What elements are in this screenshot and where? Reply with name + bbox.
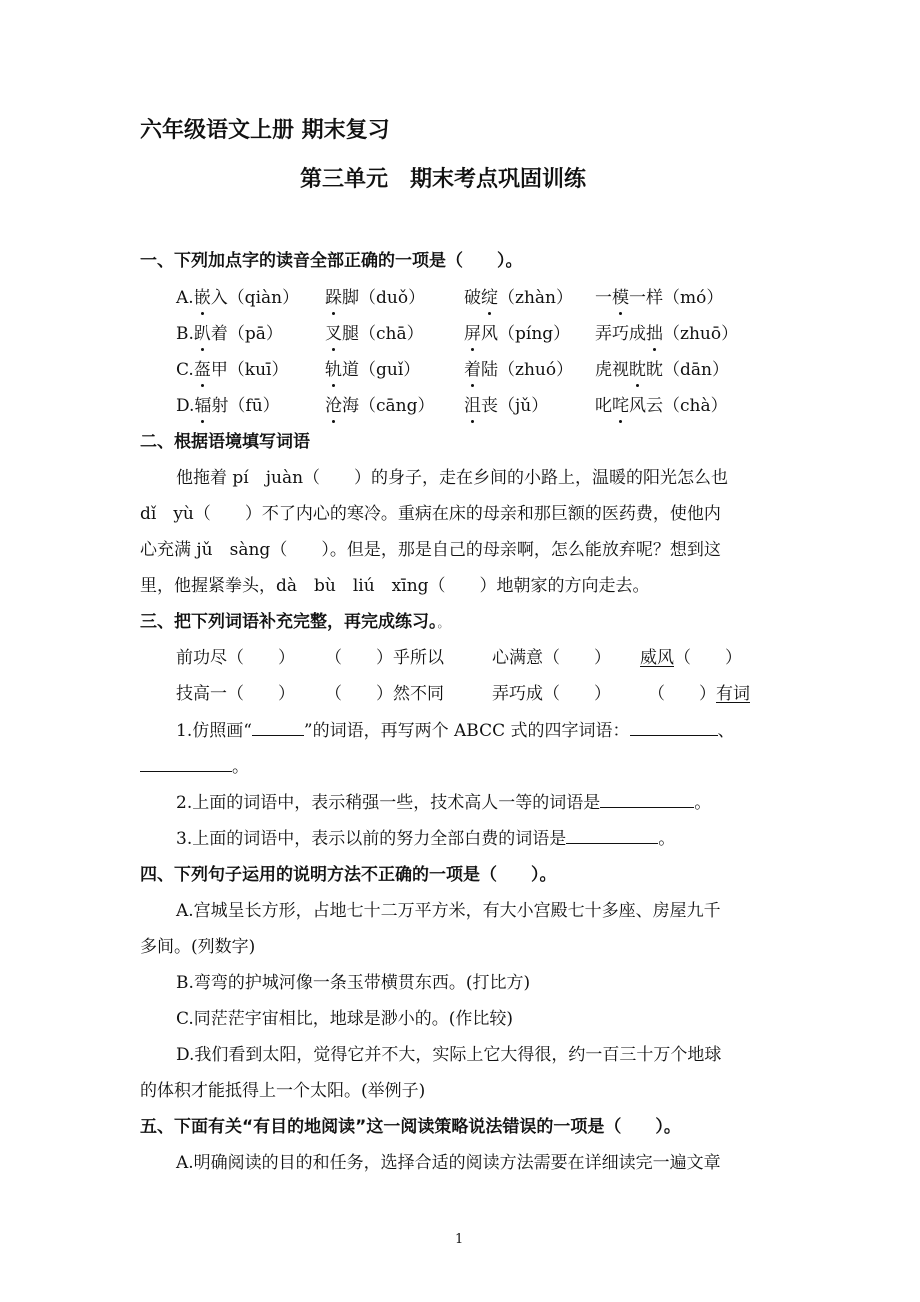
answer-blank[interactable] xyxy=(600,791,694,808)
question-3-item-2: 2.上面的词语中，表示稍强一些，技术高人一等的词语是 。 xyxy=(176,793,712,813)
answer-blank[interactable] xyxy=(630,719,718,736)
dotted-character: 着 xyxy=(464,355,481,380)
dotted-character: 轨 xyxy=(325,355,342,380)
option-item: 虎视眈眈（dān） xyxy=(595,355,729,380)
option-item: 沮丧（jǔ） xyxy=(464,391,548,416)
question-3-heading: 三、把下列词语补充完整，再完成练习。。 xyxy=(140,612,450,632)
dotted-character: 屏 xyxy=(464,319,481,344)
question-2-line: 他拖着 pí juàn（ ）的身子，走在乡间的小路上，温暖的阳光怎么也 xyxy=(176,468,729,488)
option-item: 跺脚（duǒ） xyxy=(325,283,425,308)
option-item: D.辐射（fū） xyxy=(176,391,280,416)
answer-blank[interactable] xyxy=(566,827,658,844)
option-item: 轨道（guǐ） xyxy=(325,355,420,380)
question-2-line: dǐ yù（ ）不了内心的寒冷。重病在床的母亲和那巨额的医药费，使他内 xyxy=(140,504,721,524)
option-item: 屏风（píng） xyxy=(464,319,570,344)
document-subtitle: 第三单元 期末考点巩固训练 xyxy=(300,167,587,192)
option-item: B.趴着（pā） xyxy=(176,319,283,344)
question-3-item-3: 3.上面的词语中，表示以前的努力全部白费的词语是 。 xyxy=(176,829,676,849)
question-2-line: 里，他握紧拳头，dà bù liú xīng（ ）地朝家的方向走去。 xyxy=(140,576,650,596)
page-number: 1 xyxy=(455,1232,464,1247)
dotted-character: 跺 xyxy=(325,283,342,308)
dotted-character: 沧 xyxy=(325,391,342,416)
word-fill: 前功尽（ ） xyxy=(176,648,295,668)
question-2-heading: 二、根据语境填写词语 xyxy=(140,432,310,452)
dotted-character: 趴 xyxy=(194,319,211,344)
option-a-cont: 多间。(列数字) xyxy=(140,937,256,957)
option-d-cont: 的体积才能抵得上一个太阳。(举例子) xyxy=(140,1081,426,1101)
question-2-line: 心充满 jǔ sàng（ ）。但是，那是自己的母亲啊，怎么能放弃呢？想到这 xyxy=(140,540,721,560)
dotted-character: 沮 xyxy=(464,391,481,416)
question-3-item-1: 1.仿照画“ ”的词语，再写两个 ABCC 式的四字词语： 、 xyxy=(176,721,735,741)
dotted-character: 绽 xyxy=(481,283,498,308)
dotted-character: 嵌 xyxy=(194,283,211,308)
option-item: 叉腿（chā） xyxy=(325,319,424,344)
option-b: B.弯弯的护城河像一条玉带横贯东西。(打比方) xyxy=(176,973,531,993)
word-fill: 弄巧成（ ） xyxy=(492,684,611,704)
option-item: 一模一样（mó） xyxy=(595,283,723,308)
dotted-character: 咤 xyxy=(612,391,629,416)
question-5-heading: 五、下面有关“有目的地阅读”这一阅读策略说法错误的一项是（ ）。 xyxy=(140,1117,681,1137)
word-fill: 威风（ ） xyxy=(640,648,742,668)
option-c: C.同茫茫宇宙相比，地球是渺小的。(作比较) xyxy=(176,1009,514,1029)
answer-blank[interactable] xyxy=(252,719,304,736)
dotted-character: 叉 xyxy=(325,319,342,344)
option-item: A.嵌入（qiàn） xyxy=(176,283,299,308)
option-d: D.我们看到太阳，觉得它并不大，实际上它大得很，约一百三十万个地球 xyxy=(176,1045,722,1065)
question-1-heading: 一、下列加点字的读音全部正确的一项是（ ）。 xyxy=(140,251,523,271)
word-fill: （ ）然不同 xyxy=(325,684,444,704)
option-a: A.明确阅读的目的和任务，选择合适的阅读方法需要在详细读完一遍文章 xyxy=(176,1153,721,1173)
dotted-character: 拙 xyxy=(646,319,663,344)
dotted-character: 眈 xyxy=(629,355,646,380)
dotted-character: 盔 xyxy=(194,355,211,380)
question-3-item-1-cont: 。 xyxy=(140,752,249,777)
option-item: 弄巧成拙（zhuō） xyxy=(595,319,738,344)
word-fill: 技高一（ ） xyxy=(176,684,295,704)
option-item: 着陆（zhuó） xyxy=(464,355,573,380)
dotted-character: 辐 xyxy=(194,391,211,416)
option-item: C.盔甲（kuī） xyxy=(176,355,289,380)
option-a: A.宫城呈长方形，占地七十二万平方米，有大小宫殿七十多座、房屋九千 xyxy=(176,901,721,921)
document-title: 六年级语文上册 期末复习 xyxy=(140,118,390,143)
dotted-character: 模 xyxy=(612,283,629,308)
option-item: 破绽（zhàn） xyxy=(464,283,573,308)
word-fill: （ ）有词 xyxy=(648,684,750,704)
answer-blank[interactable] xyxy=(140,755,232,772)
word-fill: 心满意（ ） xyxy=(492,648,611,668)
option-item: 叱咤风云（chà） xyxy=(595,391,728,416)
question-4-heading: 四、下列句子运用的说明方法不正确的一项是（ ）。 xyxy=(140,865,557,885)
word-fill: （ ）乎所以 xyxy=(325,648,444,668)
option-item: 沧海（cāng） xyxy=(325,391,435,416)
